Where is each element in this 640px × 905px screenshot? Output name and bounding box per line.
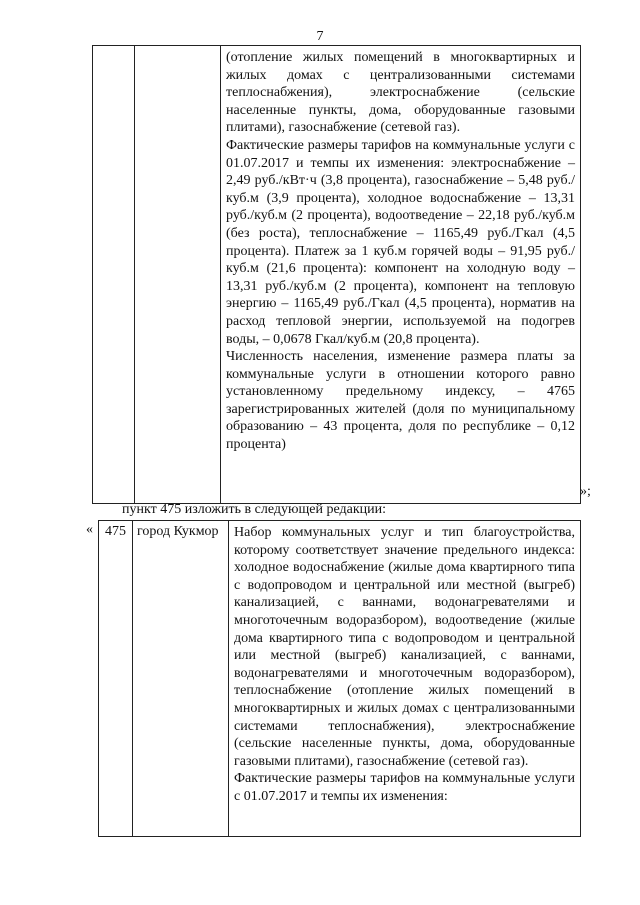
opening-quote: « (86, 522, 93, 537)
town-cell (135, 46, 221, 504)
number-cell (99, 521, 133, 837)
amendment-instruction: пункт 475 изложить в следующей редакции: (122, 502, 386, 517)
paragraph: Набор коммунальных услуг и тип благоустройства, которому соответствует значение предельного индекса: холодное водоснабжение (жилые дома квартирного типа с водопроводом и центральной или местной (выгреб) канализацией, с ваннами, водонагревателями и многоточечным водоразбором), водоотведение (жилые дома квартирного типа с водопроводом и центральной или местной (выгреб) канализацией, с ваннами, водонагревателями и многоточечным водоразбором), теплоснабжение (отопление жилых помещений в многоквартирных и жилых домах с централизованными системами теплоснабжения), электроснабжение (сельские населенные пункты, дома, оборудованные газовыми плитами), газоснабжение (сетевой газ). (234, 525, 575, 769)
description-cell (229, 521, 581, 837)
page-number: 7 (316, 29, 324, 44)
table-row (93, 46, 581, 504)
table-bottom (98, 520, 581, 837)
number-cell (93, 46, 135, 504)
item-number: 475 (105, 524, 126, 539)
paragraph: (отопление жилых помещений в многоквартирных и жилых домах с централизованными системами теплоснабжения), электроснабжение (сельские населенные пункты, дома, оборудованные газовыми плитами), газоснабжение (сетевой газ). (226, 50, 575, 136)
town-name: город Кукмор (137, 524, 219, 539)
closing-quote: »; (580, 484, 591, 499)
description-cell (221, 46, 581, 504)
paragraph: Фактические размеры тарифов на коммунальные услуги с 01.07.2017 и темпы их изменения: электроснабжение – 2,49 руб./кВт·ч (3,8 процента), газоснабжение – 5,48 руб./куб.м (3,9 процента), холодное водоснабжение – 13,31 руб./куб.м (2 процента), водоотведение – 22,18 руб./куб.м (без роста), теплоснабжение – 1165,49 руб./Гкал (4,5 процента). Платеж за 1 куб.м горячей воды – 91,95 руб./куб.м (21,6 процента): компонент на холодную воду – 13,31 руб./куб.м (2 процента), компонент на тепловую энергию – 1165,49 руб./Гкал (4,5 процента), норматив на расход тепловой энергии, используемой на подогрев воды, – 0,0678 Гкал/куб.м (20,8 процента). (226, 137, 575, 347)
table-top (92, 45, 581, 504)
paragraph: Фактические размеры тарифов на коммунальные услуги с 01.07.2017 и темпы их изменения: (234, 771, 575, 804)
town-cell (133, 521, 229, 837)
table-row (99, 521, 581, 837)
paragraph: Численность населения, изменение размера платы за коммунальные услуги в отношении которого равно установленному предельному индексу, – 4765 зарегистрированных жителей (доля по муниципальному образованию – 43 процента, доля по республике – 0,12 процента) (226, 349, 575, 453)
